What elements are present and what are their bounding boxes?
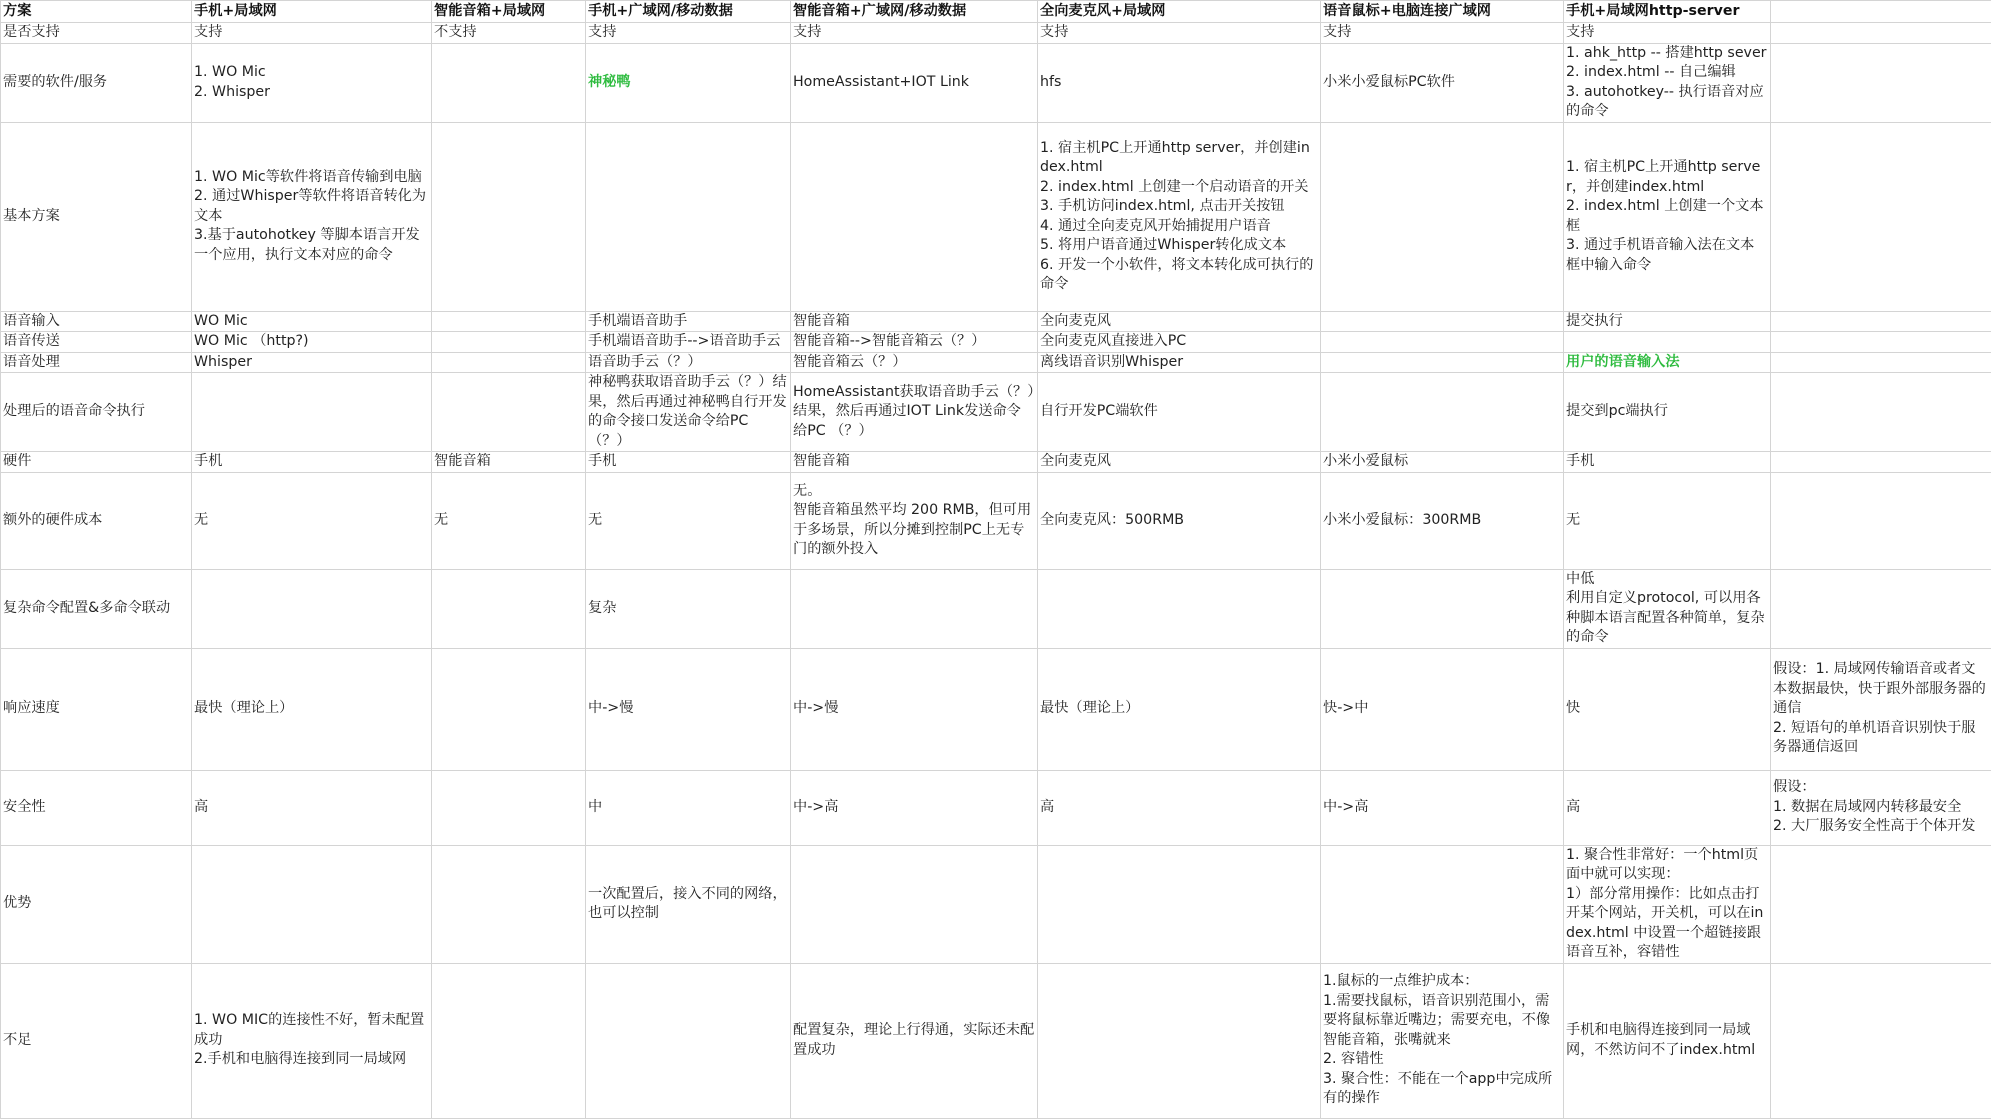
row-label-cell[interactable]: 语音处理 [1, 352, 192, 373]
table-cell[interactable] [1771, 569, 1991, 648]
table-cell[interactable]: HomeAssistant+IOT Link [791, 43, 1038, 122]
table-cell[interactable]: 中->慢 [791, 648, 1038, 770]
table-row [1, 332, 1991, 353]
table-cell[interactable] [1564, 332, 1771, 353]
table-cell[interactable] [1771, 122, 1991, 311]
table-cell[interactable]: 手机 [1564, 452, 1771, 473]
table-row [1, 963, 1991, 1118]
table-cell[interactable]: Whisper [192, 352, 432, 373]
table-cell[interactable] [1771, 23, 1991, 44]
table-cell[interactable]: 小米小爱鼠标：300RMB [1321, 472, 1564, 569]
table-cell[interactable]: 手机端语音助手 [586, 311, 791, 332]
table-cell[interactable]: 支持 [192, 23, 432, 44]
table-cell[interactable]: 手机 [586, 452, 791, 473]
table-cell[interactable]: 无 [586, 472, 791, 569]
table-cell[interactable]: 提交执行 [1564, 311, 1771, 332]
row-label-cell[interactable]: 不足 [1, 963, 192, 1118]
table-cell[interactable]: 快->中 [1321, 648, 1564, 770]
table-cell[interactable]: 自行开发PC端软件 [1038, 373, 1321, 452]
table-cell[interactable]: 智能音箱-->智能音箱云（？） [791, 332, 1038, 353]
table-cell[interactable]: 全向麦克风 [1038, 452, 1321, 473]
table-cell[interactable] [432, 122, 586, 311]
header-cell[interactable]: 手机+局域网 [192, 1, 432, 23]
table-cell[interactable]: 支持 [1564, 23, 1771, 44]
table-cell[interactable]: 1. 宿主机PC上开通http server，并创建index.html 2. index.html 上创建一个启动语音的开关 3. 手机访问index.html, 点击开关按钮 4. 通过全向麦克风开始捕捉用户语音 5. 将用户语音通过Whisper转化成文本 6. 开发一个小软件，将文本转化成可执行的命令 [1038, 122, 1321, 311]
table-row [1, 770, 1991, 845]
table-row [1, 569, 1991, 648]
table-cell[interactable]: 支持 [1038, 23, 1321, 44]
table-cell[interactable] [1321, 373, 1564, 452]
table-cell[interactable]: 假设： 1. 数据在局域网内转移最安全 2. 大厂服务安全性高于个体开发 [1771, 770, 1991, 845]
table-cell[interactable]: 中->高 [1321, 770, 1564, 845]
table-cell[interactable] [1771, 452, 1991, 473]
table-cell[interactable] [1321, 311, 1564, 332]
table-cell[interactable] [432, 963, 586, 1118]
row-label-cell[interactable]: 优势 [1, 845, 192, 963]
table-cell[interactable] [1038, 845, 1321, 963]
table-cell[interactable] [192, 569, 432, 648]
table-cell[interactable]: 配置复杂，理论上行得通，实际还未配置成功 [791, 963, 1038, 1118]
table-cell[interactable]: 小米小爱鼠标PC软件 [1321, 43, 1564, 122]
table-cell[interactable]: 1.鼠标的一点维护成本： 1.需要找鼠标，语音识别范围小，需要将鼠标靠近嘴边；需要充电，不像智能音箱，张嘴就来 2. 容错性 3. 聚合性：不能在一个app中完成所有的操作 [1321, 963, 1564, 1118]
table-cell[interactable]: 无 [192, 472, 432, 569]
row-label-cell[interactable]: 语音输入 [1, 311, 192, 332]
table-cell[interactable]: 复杂 [586, 569, 791, 648]
table-row [1, 311, 1991, 332]
table-row [1, 23, 1991, 44]
table-cell[interactable]: 无 [432, 472, 586, 569]
table-cell[interactable]: 无。 智能音箱虽然平均 200 RMB，但可用于多场景，所以分摊到控制PC上无专门的额外投入 [791, 472, 1038, 569]
table-cell[interactable] [1321, 332, 1564, 353]
table-cell[interactable] [432, 352, 586, 373]
row-label-cell[interactable]: 响应速度 [1, 648, 192, 770]
table-cell[interactable]: 中 [586, 770, 791, 845]
table-cell[interactable]: 中->高 [791, 770, 1038, 845]
table-row [1, 452, 1991, 473]
table-cell[interactable] [791, 122, 1038, 311]
table-row [1, 845, 1991, 963]
header-cell[interactable]: 语音鼠标+电脑连接广域网 [1321, 1, 1564, 23]
row-label-cell[interactable]: 基本方案 [1, 122, 192, 311]
table-cell[interactable]: 语音助手云（？） [586, 352, 791, 373]
table-cell[interactable] [1771, 352, 1991, 373]
table-cell[interactable]: 支持 [791, 23, 1038, 44]
table-cell[interactable]: 不支持 [432, 23, 586, 44]
table-cell[interactable]: 支持 [1321, 23, 1564, 44]
table-cell[interactable] [1771, 373, 1991, 452]
table-cell[interactable]: 支持 [586, 23, 791, 44]
table-cell[interactable] [432, 845, 586, 963]
header-cell[interactable]: 智能音箱+局域网 [432, 1, 586, 23]
table-cell[interactable] [1321, 845, 1564, 963]
table-cell[interactable] [192, 373, 432, 452]
table-cell[interactable]: 高 [1038, 770, 1321, 845]
table-cell[interactable]: 用户的语音输入法 [1564, 352, 1771, 373]
table-cell[interactable] [586, 122, 791, 311]
table-cell[interactable]: WO Mic （http?) [192, 332, 432, 353]
table-cell[interactable] [791, 569, 1038, 648]
row-label-cell[interactable]: 硬件 [1, 452, 192, 473]
row-label-cell[interactable]: 处理后的语音命令执行 [1, 373, 192, 452]
table-cell[interactable] [1038, 569, 1321, 648]
table-cell[interactable]: 1. WO Mic 2. Whisper [192, 43, 432, 122]
header-row [1, 1, 1991, 23]
table-cell[interactable]: 快 [1564, 648, 1771, 770]
table-cell[interactable]: 1. WO MIC的连接性不好，暂未配置成功 2.手机和电脑得连接到同一局域网 [192, 963, 432, 1118]
table-cell[interactable]: 神秘鸭获取语音助手云（？）结果，然后再通过神秘鸭自行开发的命令接口发送命令给PC （？） [586, 373, 791, 452]
table-cell[interactable]: 最快（理论上） [1038, 648, 1321, 770]
header-cell[interactable] [1771, 1, 1991, 23]
table-cell[interactable] [432, 770, 586, 845]
row-label-cell[interactable]: 额外的硬件成本 [1, 472, 192, 569]
table-cell[interactable]: hfs [1038, 43, 1321, 122]
header-cell[interactable]: 智能音箱+广域网/移动数据 [791, 1, 1038, 23]
table-cell[interactable] [1771, 963, 1991, 1118]
table-cell[interactable] [791, 845, 1038, 963]
table-cell[interactable]: 无 [1564, 472, 1771, 569]
table-cell[interactable] [1321, 352, 1564, 373]
table-cell[interactable]: WO Mic [192, 311, 432, 332]
header-cell[interactable]: 全向麦克风+局域网 [1038, 1, 1321, 23]
table-row [1, 373, 1991, 452]
row-label-cell[interactable]: 复杂命令配置&多命令联动 [1, 569, 192, 648]
row-label-cell[interactable]: 是否支持 [1, 23, 192, 44]
table-cell[interactable] [1771, 845, 1991, 963]
table-cell[interactable] [1038, 963, 1321, 1118]
table-cell[interactable] [432, 332, 586, 353]
table-cell[interactable]: 智能音箱云（？） [791, 352, 1038, 373]
table-cell[interactable] [432, 43, 586, 122]
table-cell[interactable] [1771, 332, 1991, 353]
table-cell[interactable]: 神秘鸭 [586, 43, 791, 122]
table-cell[interactable] [1321, 122, 1564, 311]
table-cell[interactable]: 离线语音识别Whisper [1038, 352, 1321, 373]
table-cell[interactable]: 1. WO Mic等软件将语音传输到电脑 2. 通过Whisper等软件将语音转化为文本 3.基于autohotkey 等脚本语言开发一个应用，执行文本对应的命令 [192, 122, 432, 311]
table-cell[interactable] [586, 963, 791, 1118]
table-row [1, 352, 1991, 373]
row-label-cell[interactable]: 语音传送 [1, 332, 192, 353]
header-cell[interactable]: 手机+局域网http-server [1564, 1, 1771, 23]
table-cell[interactable]: 全向麦克风：500RMB [1038, 472, 1321, 569]
table-cell[interactable]: 手机端语音助手-->语音助手云 [586, 332, 791, 353]
table-cell[interactable]: 最快（理论上） [192, 648, 432, 770]
table-row [1, 43, 1991, 122]
table-cell[interactable] [432, 373, 586, 452]
table-cell[interactable]: 中低 利用自定义protocol, 可以用各种脚本语言配置各种简单，复杂的命令 [1564, 569, 1771, 648]
table-cell[interactable]: 智能音箱 [791, 452, 1038, 473]
table-cell[interactable]: 全向麦克风直接进入PC [1038, 332, 1321, 353]
table-cell[interactable] [1771, 472, 1991, 569]
table-cell[interactable]: 一次配置后，接入不同的网络，也可以控制 [586, 845, 791, 963]
table-cell[interactable]: 手机和电脑得连接到同一局域网，不然访问不了index.html [1564, 963, 1771, 1118]
table-cell[interactable] [432, 648, 586, 770]
table-cell[interactable] [1771, 311, 1991, 332]
table-cell[interactable] [1321, 569, 1564, 648]
row-label-cell[interactable]: 需要的软件/服务 [1, 43, 192, 122]
table-cell[interactable] [432, 569, 586, 648]
table-row [1, 648, 1991, 770]
table-cell[interactable] [192, 845, 432, 963]
header-cell[interactable]: 手机+广域网/移动数据 [586, 1, 791, 23]
row-label-cell[interactable]: 安全性 [1, 770, 192, 845]
table-cell[interactable]: 1. 聚合性非常好：一个html页面中就可以实现： 1）部分常用操作：比如点击打开某个网站，开关机，可以在index.html 中设置一个超链接跟语音互补，容错性 [1564, 845, 1771, 963]
table-cell[interactable]: HomeAssistant获取语音助手云（？）结果，然后再通过IOT Link发送命令给PC （？） [791, 373, 1038, 452]
table-row [1, 472, 1991, 569]
table-cell[interactable]: 高 [192, 770, 432, 845]
table-cell[interactable]: 1. ahk_http -- 搭建http sever 2. index.html -- 自己编辑 3. autohotkey-- 执行语音对应的命令 [1564, 43, 1771, 122]
table-cell[interactable]: 高 [1564, 770, 1771, 845]
table-cell[interactable]: 假设：1. 局域网传输语音或者文本数据最快，快于跟外部服务器的通信 2. 短语句的单机语音识别快于服务器通信返回 [1771, 648, 1991, 770]
header-cell[interactable]: 方案 [1, 1, 192, 23]
table-cell[interactable] [1771, 43, 1991, 122]
table-cell[interactable]: 全向麦克风 [1038, 311, 1321, 332]
table-cell[interactable]: 提交到pc端执行 [1564, 373, 1771, 452]
table-cell[interactable]: 1. 宿主机PC上开通http server，并创建index.html 2. index.html 上创建一个文本框 3. 通过手机语音输入法在文本框中输入命令 [1564, 122, 1771, 311]
table-cell[interactable]: 小米小爱鼠标 [1321, 452, 1564, 473]
table-row [1, 122, 1991, 311]
table-cell[interactable]: 手机 [192, 452, 432, 473]
table-cell[interactable]: 中->慢 [586, 648, 791, 770]
table-cell[interactable]: 智能音箱 [432, 452, 586, 473]
table-cell[interactable] [432, 311, 586, 332]
table-cell[interactable]: 智能音箱 [791, 311, 1038, 332]
